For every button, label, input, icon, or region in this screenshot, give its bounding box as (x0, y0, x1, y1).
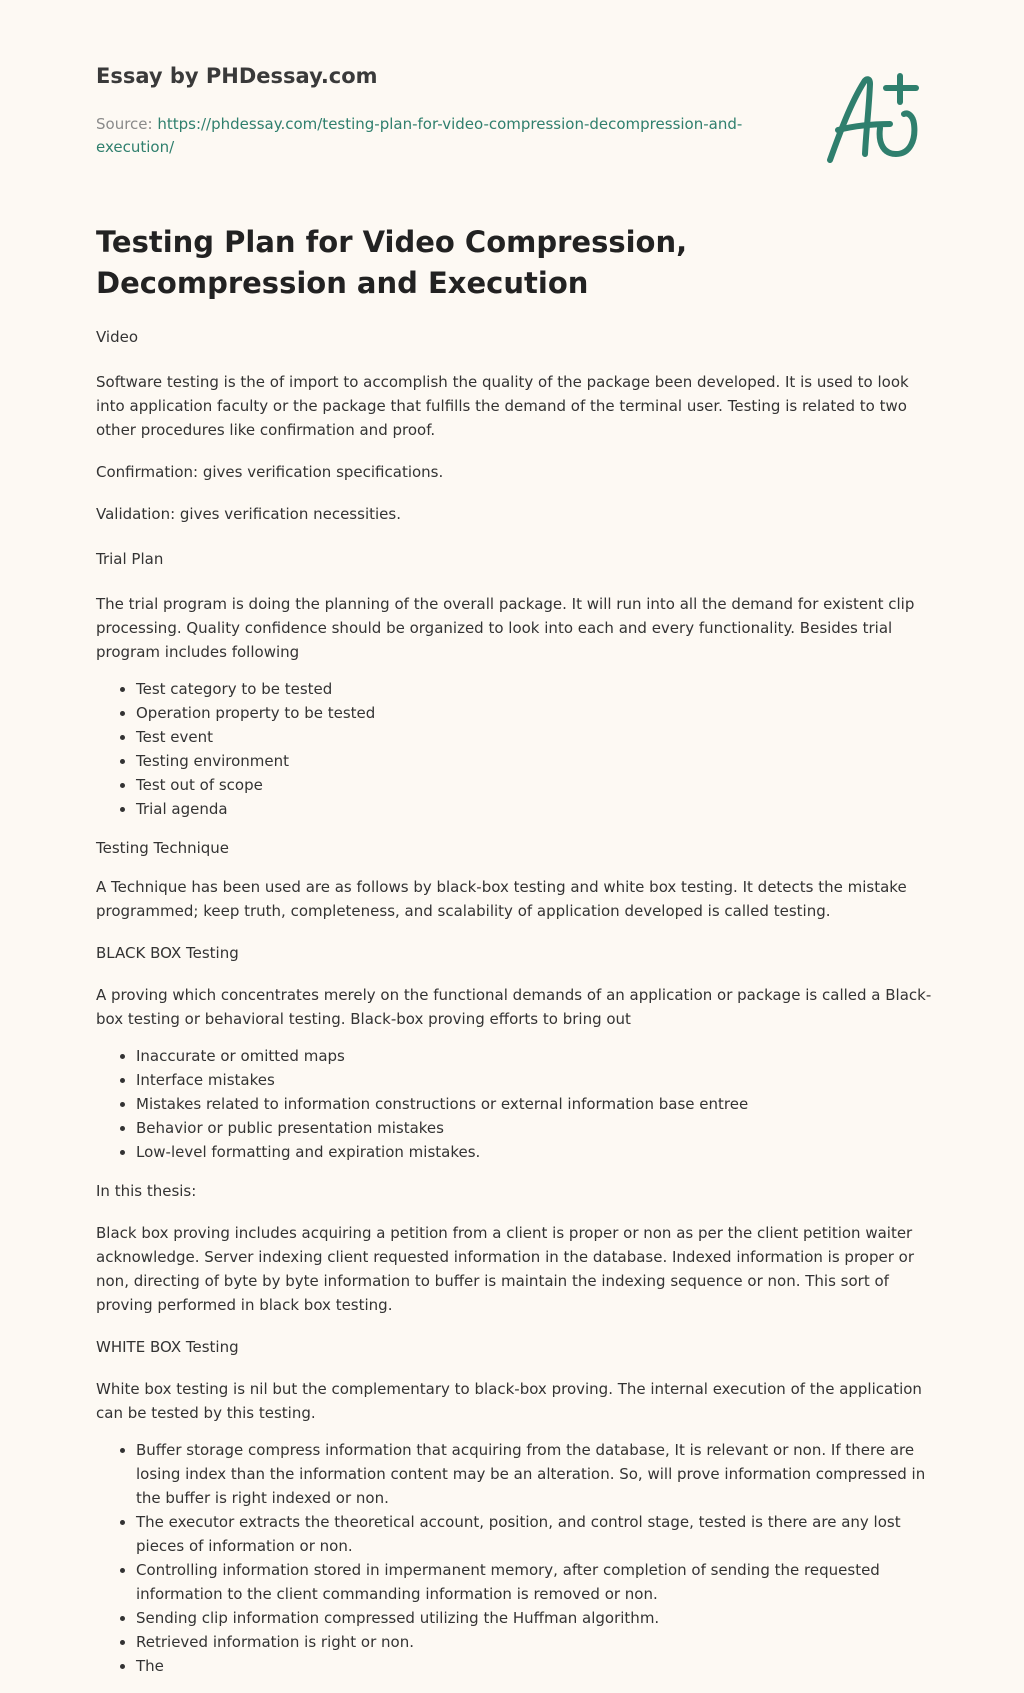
list-item: • Mistakes related to information constructions or external information base entree (136, 1092, 934, 1116)
source-url-line1: https://phdessay.com/testing-plan-for-video-compression-decompression-and- (157, 115, 743, 133)
section-heading-white-box: WHITE BOX Testing (96, 1338, 239, 1356)
validation-paragraph: Validation: gives verification necessities. (96, 505, 401, 523)
white-box-list (96, 1438, 934, 1678)
section-heading-thesis: In this thesis: (96, 1182, 197, 1200)
list-item: • Operation property to be tested (136, 701, 934, 725)
white-box-paragraph: White box testing is nil but the complementary to black-box proving. The internal execution of the application can be tested by this testing. (96, 1380, 922, 1422)
section-heading-video: Video (96, 328, 139, 346)
list-item: • Interface mistakes (136, 1068, 934, 1092)
list-item: • Buffer storage compress information that acquiring from the database, It is relevant or non. If there are losing index than the information content may be an alteration. So, will prove information compressed in the buffer is right indexed or non. (136, 1438, 934, 1510)
thesis-paragraph: Black box proving includes acquiring a petition from a client is proper or non as per the client petition waiter acknowledge. Server indexing client requested information in the database. Indexed information is proper or non, directing of byte by byte information to buffer is maintain the indexing sequence or non. This sort of proving performed in black box testing. (96, 1224, 914, 1314)
list-item: • Test event (136, 725, 934, 749)
list-item: • The executor extracts the theoretical account, position, and control stage, tested is there are any lost pieces of information or non. (136, 1510, 934, 1558)
list-item: • Behavior or public presentation mistakes (136, 1116, 934, 1140)
a-plus-logo-icon (818, 68, 930, 166)
list-item: • Test category to be tested (136, 677, 934, 701)
section-heading-testing-technique: Testing Technique (96, 839, 230, 857)
confirmation-paragraph: Confirmation: gives verification specifications. (96, 463, 444, 481)
list-item: • Low-level formatting and expiration mistakes. (136, 1140, 934, 1164)
source-link[interactable] (96, 115, 742, 156)
article (96, 222, 934, 1693)
trial-plan-list (96, 677, 934, 821)
intro-paragraph: Software testing is the of import to accomplish the quality of the package been developed. It is used to look into application faculty or the package that fulfills the demand of the terminal user. Testing is related to two other procedures like confirmation and proof. (96, 373, 909, 439)
list-item: • Sending clip information compressed utilizing the Huffman algorithm. (136, 1606, 934, 1630)
section-heading-trial-plan: Trial Plan (96, 550, 164, 568)
technique-paragraph: A Technique has been used are as follows by black-box testing and white box testing. It detects the mistake programmed; keep truth, completeness, and scalability of application developed is called testing. (96, 878, 907, 920)
source-label: Source: (96, 115, 158, 133)
article-title: Testing Plan for Video Compression, Decompression and Execution (96, 225, 688, 300)
section-heading-black-box: BLACK BOX Testing (96, 944, 239, 962)
header (96, 64, 796, 159)
source-url-line2: execution/ (96, 138, 175, 156)
black-box-list (96, 1044, 934, 1164)
list-item: • Retrieved information is right or non. (136, 1630, 934, 1654)
list-item: • Test out of scope (136, 773, 934, 797)
trial-plan-paragraph: The trial program is doing the planning of the overall package. It will run into all the demand for existent clip processing. Quality confidence should be organized to look into each and every functionality. Besides trial program includes following (96, 595, 915, 661)
black-box-paragraph: A proving which concentrates merely on the functional demands of an application or package is called a Black-box testing or behavioral testing. Black-box proving efforts to bring out (96, 986, 932, 1028)
source-line (96, 113, 796, 159)
list-item: • Inaccurate or omitted maps (136, 1044, 934, 1068)
list-item: • Testing environment (136, 749, 934, 773)
article-body (96, 325, 934, 1678)
list-item: • Trial agenda (136, 797, 934, 821)
list-item: • Controlling information stored in impermanent memory, after completion of sending the requested information to the client commanding information is removed or non. (136, 1558, 934, 1606)
list-item: • The (136, 1654, 934, 1678)
brand-title: Essay by PHDessay.com (96, 64, 378, 88)
